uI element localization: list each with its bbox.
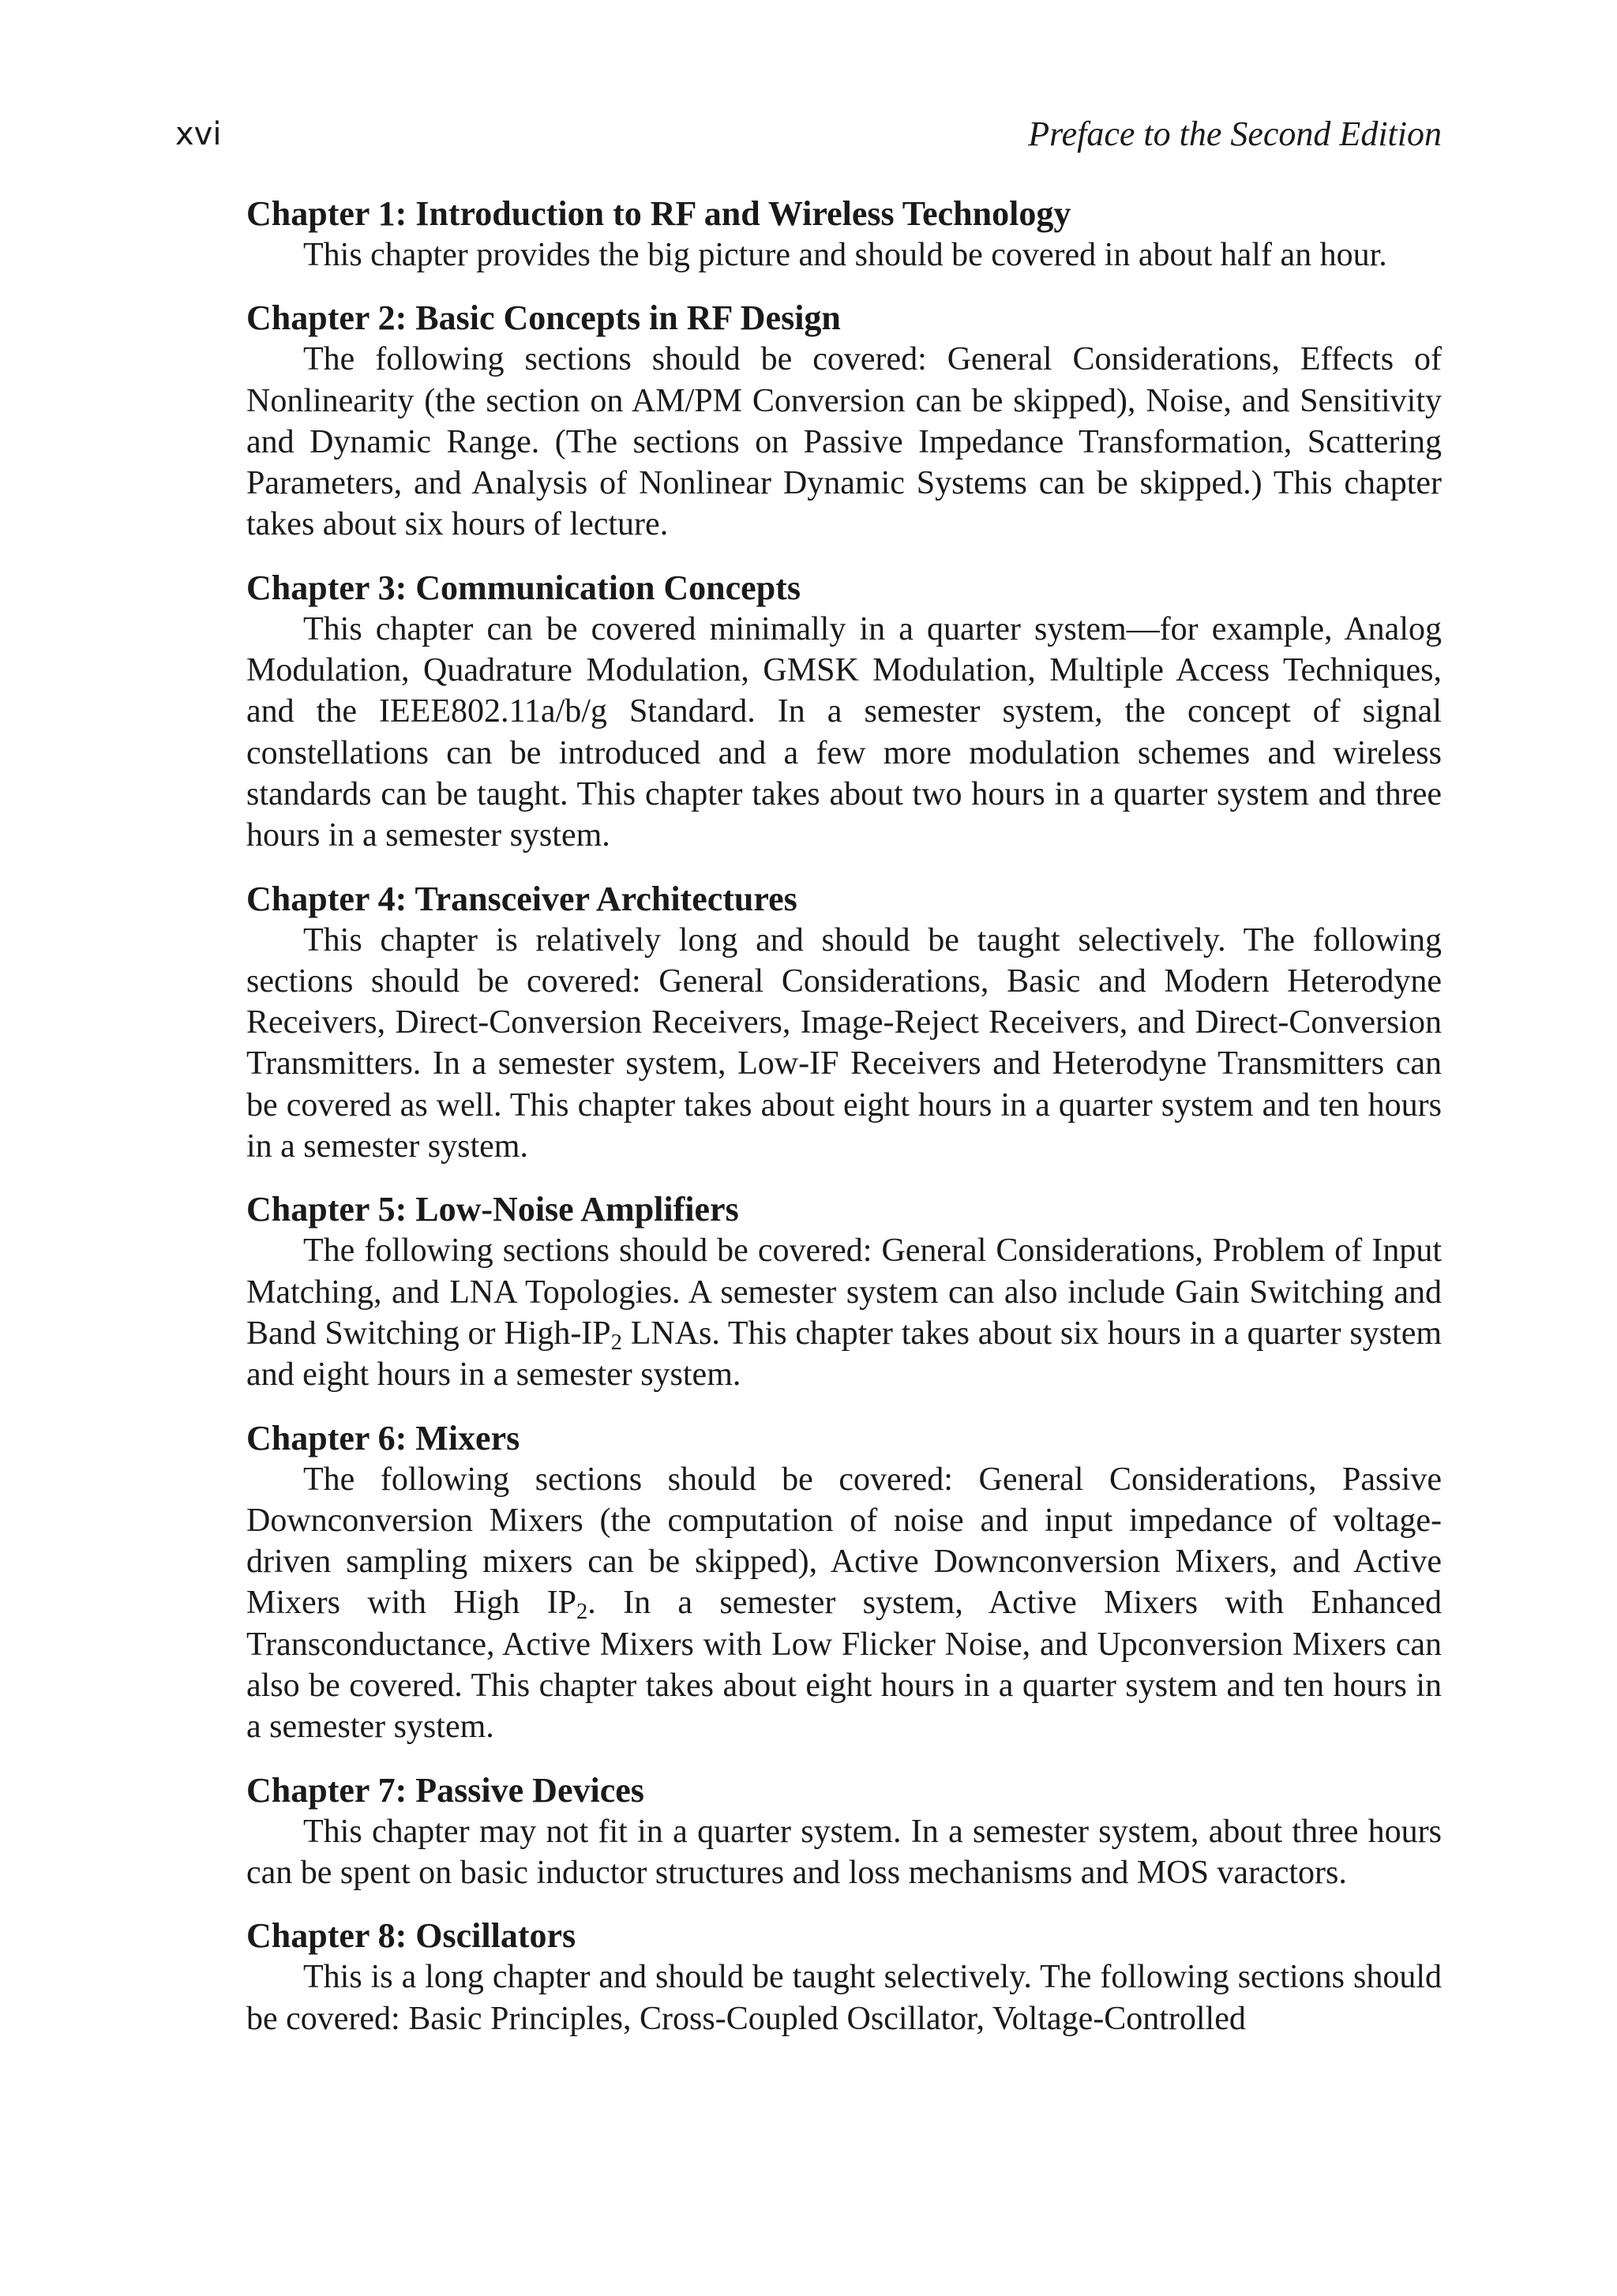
chapter-6-section <box>246 1418 1442 1748</box>
chapter-7-heading: Chapter 7: Passive Devices <box>246 1770 644 1810</box>
chapter-8-body: This is a long chapter and should be taught selectively. The following sections should be covered: Basic Principles, Cross-Coupled Oscillator, Voltage-Controlled <box>246 1959 1442 2037</box>
chapter-5-heading: Chapter 5: Low-Noise Amplifiers <box>246 1190 739 1229</box>
chapter-4-body: This chapter is relatively long and should be taught selectively. The following sections should be covered: General Considerations, Basic and Modern Heterodyne Receivers, Direct-Conversion Receivers, Image-Reject Receivers, and Direct-Conversion Transmitters. In a semester system, Low-IF Receivers and Heterodyne Transmitters can be covered as well. This chapter takes about eight hours in a quarter system and ten hours in a semester system. <box>246 921 1442 1165</box>
chapter-4-section <box>246 879 1442 1168</box>
subscript-2: 2 <box>610 1330 622 1356</box>
chapter-5-body <box>246 1230 1442 1395</box>
chapter-7-section <box>246 1770 1442 1894</box>
chapter-list <box>246 193 1442 2062</box>
chapter-3-body: This chapter can be covered minimally in a quarter system—for example, Analog Modulation, Quadrature Modulation, GMSK Modulation, Multiple Access Techniques, and the IEEE802.11a/b/g Standard. In a semester system, the concept of signal constellations can be introduced and a few more modulation schemes and wireless standards can be taught. This chapter takes about two hours in a quarter system and three hours in a semester system. <box>246 610 1442 854</box>
chapter-2-body: The following sections should be covered: General Considerations, Effects of Nonlinearity (the section on AM/PM Conversion can be skipped), Noise, and Sensitivity and Dynamic Range. (The sections on Passive Impedance Transformation, Scattering Parameters, and Analysis of Nonlinear Dynamic Systems can be skipped.) This chapter takes about six hours of lecture. <box>246 341 1442 543</box>
chapter-1-heading: Chapter 1: Introduction to RF and Wireless Technology <box>246 194 1071 233</box>
chapter-3-section <box>246 568 1442 857</box>
chapter-6-body <box>246 1459 1442 1748</box>
chapter-5-section <box>246 1189 1442 1395</box>
running-title: Preface to the Second Edition <box>1028 114 1442 153</box>
chapter-6-heading: Chapter 6: Mixers <box>246 1418 520 1458</box>
chapter-4-heading: Chapter 4: Transceiver Architectures <box>246 879 797 918</box>
chapter-1-section <box>246 193 1442 276</box>
chapter-1-body: This chapter provides the big picture and should be covered in about half an hour. <box>303 237 1387 273</box>
chapter-8-heading: Chapter 8: Oscillators <box>246 1916 576 1956</box>
chapter-2-heading: Chapter 2: Basic Concepts in RF Design <box>246 298 841 338</box>
chapter-6-body-text: The following sections should be covered: General Considerations, Passive Downconversion Mixers (the computation of noise and input impedance of voltage-driven sampling mixers can be skipped), Active Downconversion Mixers, and Active Mixers with High IP <box>246 1461 1442 1622</box>
chapter-6-body-text: . In a semester system, Active Mixers with Enhanced Transconductance, Active Mixers with Low Flicker Noise, and Upconversion Mixers can also be covered. This chapter takes about eight hours in a quarter system and ten hours in a semester system. <box>246 1585 1442 1746</box>
chapter-5-body-text: The following sections should be covered: General Considerations, Problem of Input Matching, and LNA Topologies. A semester system can also include Gain Switching and Band Switching or High-IP <box>246 1232 1442 1352</box>
chapter-3-heading: Chapter 3: Communication Concepts <box>246 568 801 607</box>
subscript-2: 2 <box>576 1600 588 1625</box>
chapter-2-section <box>246 298 1442 545</box>
chapter-8-section <box>246 1915 1442 2039</box>
running-head <box>175 111 1442 158</box>
chapter-7-body: This chapter may not fit in a quarter system. In a semester system, about three hours can be spent on basic inductor structures and loss mechanisms and MOS varactors. <box>246 1813 1442 1891</box>
page-number: xvi <box>175 116 222 152</box>
chapter-5-body-text: LNAs. This chapter takes about six hours in a quarter system and eight hours in a semester system. <box>246 1315 1443 1394</box>
